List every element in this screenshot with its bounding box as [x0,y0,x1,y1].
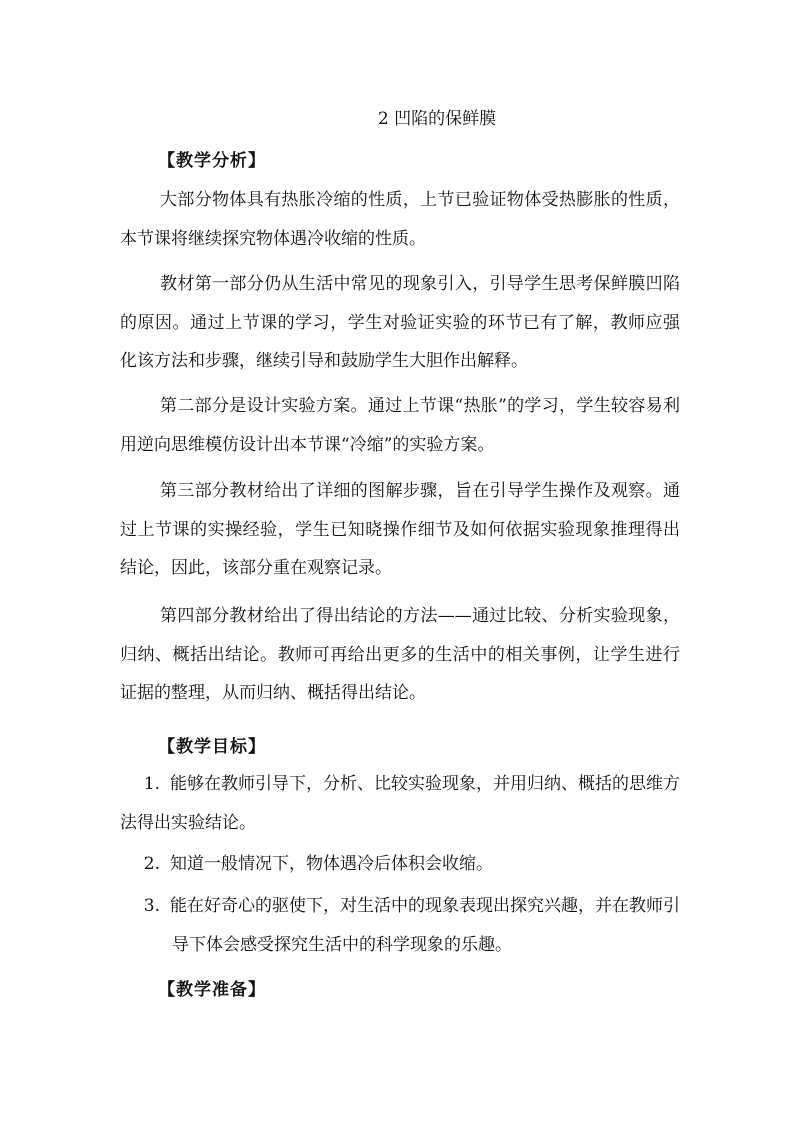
objective-number: 2. [143,854,160,874]
section-heading-objectives: 【教学目标】 [158,737,266,757]
paragraph-3: 第二部分是设计实验方案。通过上节课“热胀”的学习，学生较容易利用逆向思维模仿设计出本节课“冷缩”的实验方案。 [120,396,680,455]
paragraph-4: 第三部分教材给出了详细的图解步骤，旨在引导学生操作及观察。通过上节课的实操经验，学生已知晓操作细节及如何依据实验现象推理得出结论，因此，该部分重在观察记录。 [120,481,680,578]
objective-text: 知道一般情况下，物体遇冷后体积会收缩。 [170,854,493,874]
objective-number: 1. [143,774,160,794]
paragraph-5: 第四部分教材给出了得出结论的方法——通过比较、分析实验现象，归纳、概括出结论。教师可再给出更多的生活中的相关事例，让学生进行证据的整理，从而归纳、概括得出结论。 [120,606,680,703]
objective-item-1 [120,765,680,842]
section-heading-analysis: 【教学分析】 [158,151,266,171]
objective-number: 3. [143,896,160,916]
section-heading-preparation: 【教学准备】 [158,980,266,1000]
paragraph-2: 教材第一部分仍从生活中常见的现象引入，引导学生思考保鲜膜凹陷的原因。通过上节课的学习，学生对验证实验的环节已有了解，教师应强化该方法和步骤，继续引导和鼓励学生大胆作出解释。 [120,274,680,371]
document-title: 2 凹陷的保鲜膜 [377,109,497,129]
objective-item-3 [120,887,680,964]
objective-text: 能够在教师引导下，分析、比较实验现象，并用归纳、概括的思维方法得出实验结论。 [120,774,680,833]
objective-text: 能在好奇心的驱使下，对生活中的现象表现出探究兴趣，并在教师引导下体会感受探究生活中的科学现象的乐趣。 [170,896,680,955]
objective-item-2 [120,845,680,884]
paragraph-1: 大部分物体具有热胀冷缩的性质，上节已验证物体受热膨胀的性质，本节课将继续探究物体遇冷收缩的性质。 [120,190,680,249]
